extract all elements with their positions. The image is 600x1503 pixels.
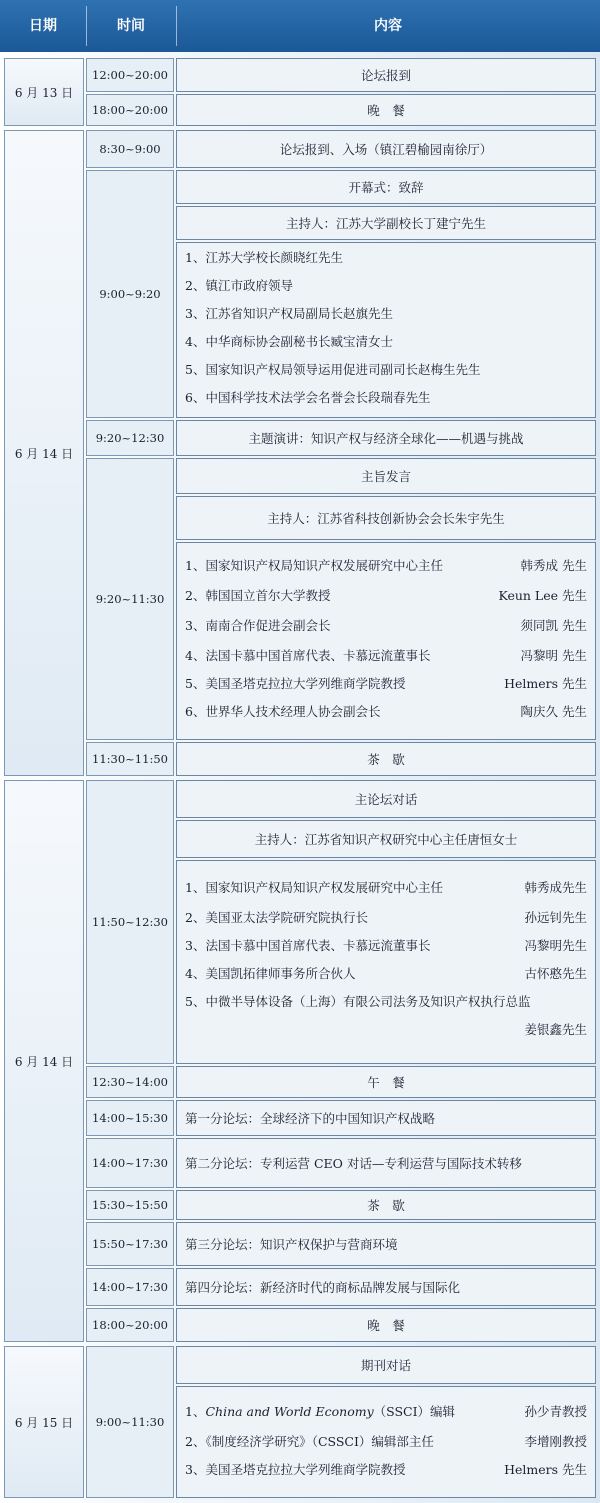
speaker-title: 6、世界华人技术经理人协会副会长: [185, 704, 381, 719]
speech-list: [176, 242, 596, 418]
time-cell: 15:50~17:30: [86, 1222, 174, 1266]
list-item: [185, 553, 587, 579]
speaker-title: 3、南南合作促进会副会长: [185, 618, 331, 633]
header-date: 日期: [29, 18, 57, 34]
content-cell: 论坛报到: [176, 58, 596, 92]
time-cell: 9:00~11:30: [86, 1346, 174, 1498]
journal-title: [185, 1457, 405, 1483]
journal-list: [176, 1386, 596, 1498]
time-cell: 11:30~11:50: [86, 742, 174, 776]
speaker-title: 1、国家知识产权局知识产权发展研究中心主任: [185, 880, 443, 895]
speaker-name: 韩秀成先生: [524, 880, 587, 895]
speaker-name: 姜银鑫先生: [524, 1022, 587, 1037]
content-cell: 主论坛对话: [176, 780, 596, 818]
header-time: 时间: [117, 18, 145, 34]
list-item: [185, 613, 587, 639]
speaker-name: 韩秀成 先生: [520, 558, 587, 573]
list-item: [185, 1017, 587, 1043]
list-item: [185, 875, 587, 901]
time-cell: 14:00~17:30: [86, 1138, 174, 1188]
date-cell: 6 月 15 日: [4, 1346, 84, 1498]
speaker-name: 冯黎明先生: [524, 938, 587, 953]
speaker-name: Keun Lee 先生: [498, 588, 587, 603]
content-cell: 第四分论坛：新经济时代的商标品牌发展与国际化: [176, 1268, 596, 1306]
speaker-name: 须同凯 先生: [520, 618, 587, 633]
content-cell: 第一分论坛：全球经济下的中国知识产权战略: [176, 1100, 596, 1136]
list-item: [185, 961, 587, 987]
speaker-name: 古怀憨先生: [524, 966, 587, 981]
time-cell: 11:50~12:30: [86, 780, 174, 1064]
journal-role: 《制度经济学研究》（CSSCI）编辑部主任: [205, 1434, 434, 1449]
list-item: 4、中华商标协会副秘书长臧宝清女士: [185, 334, 393, 349]
content-cell: 第二分论坛：专利运营 CEO 对话—专利运营与国际技术转移: [176, 1138, 596, 1188]
content-cell: 主持人：江苏省知识产权研究中心主任唐恒女士: [176, 820, 596, 858]
list-item: [185, 989, 587, 1015]
content-cell: 晚 餐: [176, 1308, 596, 1342]
speaker-name: Helmers 先生: [504, 1462, 587, 1477]
dialogue-list: [176, 860, 596, 1064]
speaker-title: 2、韩国国立首尔大学教授: [185, 588, 331, 603]
speaker-name: 冯黎明 先生: [520, 648, 587, 663]
date-cell: 6 月 13 日: [4, 58, 84, 126]
journal-name: China and World Economy: [205, 1404, 374, 1419]
content-cell: 第三分论坛：知识产权保护与营商环境: [176, 1222, 596, 1266]
time-cell: 9:20~11:30: [86, 458, 174, 740]
speaker-name: 李增刚教授: [524, 1434, 587, 1449]
content-cell: 茶 歇: [176, 742, 596, 776]
keynote-list: [176, 542, 596, 740]
header-content: 内容: [374, 18, 402, 34]
list-item: [185, 643, 587, 669]
time-cell: 12:30~14:00: [86, 1066, 174, 1098]
speaker-name: 陶庆久 先生: [520, 704, 587, 719]
list-item: 2、镇江市政府领导: [185, 278, 293, 293]
time-cell: 18:00~20:00: [86, 1308, 174, 1342]
list-item: [185, 905, 587, 931]
list-item: 5、国家知识产权局领导运用促进司副司长赵梅生先生: [185, 362, 481, 377]
speaker-name: Helmers 先生: [504, 676, 587, 691]
speaker-title: 5、中微半导体设备（上海）有限公司法务及知识产权执行总监: [185, 994, 531, 1009]
list-item: [185, 933, 587, 959]
journal-title: [185, 1429, 434, 1455]
list-item: [185, 1399, 587, 1425]
speaker-title: 4、法国卡慕中国首席代表、卡慕远流董事长: [185, 648, 431, 663]
time-cell: 12:00~20:00: [86, 58, 174, 92]
content-cell: 主持人：江苏大学副校长丁建宁先生: [176, 206, 596, 240]
speaker-title: 4、美国凯拓律师事务所合伙人: [185, 966, 356, 981]
speaker-name: 孙少青教授: [524, 1404, 587, 1419]
journal-role: 美国圣塔克拉拉大学列维商学院教授: [205, 1462, 406, 1477]
content-cell: 午 餐: [176, 1066, 596, 1098]
item-prefix: 3、: [185, 1462, 206, 1477]
journal-role: （SSCI）编辑: [373, 1404, 456, 1419]
content-cell: 主旨发言: [176, 458, 596, 494]
speaker-title: 2、美国亚太法学院研究院执行长: [185, 910, 368, 925]
table-header: [0, 0, 600, 52]
list-item: [185, 1429, 587, 1455]
time-cell: 14:00~15:30: [86, 1100, 174, 1136]
time-cell: 14:00~17:30: [86, 1268, 174, 1306]
date-cell: 6 月 14 日: [4, 780, 84, 1342]
list-item: [185, 699, 587, 725]
time-cell: 9:20~12:30: [86, 420, 174, 456]
speaker-title: 5、美国圣塔克拉拉大学列维商学院教授: [185, 676, 406, 691]
list-item: [185, 671, 587, 697]
content-cell: 期刊对话: [176, 1346, 596, 1384]
date-cell: 6 月 14 日: [4, 130, 84, 776]
time-cell: 18:00~20:00: [86, 94, 174, 126]
time-cell: 15:30~15:50: [86, 1190, 174, 1220]
item-prefix: 1、: [185, 1404, 206, 1419]
speaker-name: 孙远钊先生: [524, 910, 587, 925]
time-cell: 8:30~9:00: [86, 130, 174, 168]
content-cell: 开幕式：致辞: [176, 170, 596, 204]
content-cell: 主持人：江苏省科技创新协会会长朱宇先生: [176, 496, 596, 540]
list-item: 6、中国科学技术法学会名誉会长段瑞春先生: [185, 390, 431, 405]
journal-title: [185, 1399, 455, 1425]
content-cell: 茶 歇: [176, 1190, 596, 1220]
list-item: [185, 583, 587, 609]
content-cell: 主题演讲：知识产权与经济全球化——机遇与挑战: [176, 420, 596, 456]
list-item: 3、江苏省知识产权局副局长赵旗先生: [185, 306, 393, 321]
speaker-title: 3、法国卡慕中国首席代表、卡慕远流董事长: [185, 938, 431, 953]
list-item: 1、江苏大学校长颜晓红先生: [185, 250, 343, 265]
content-cell: 论坛报到、入场（镇江碧榆园南徐厅）: [176, 130, 596, 168]
item-prefix: 2、: [185, 1434, 206, 1449]
list-item: [185, 1457, 587, 1483]
speaker-title: 1、国家知识产权局知识产权发展研究中心主任: [185, 558, 443, 573]
content-cell: 晚 餐: [176, 94, 596, 126]
time-cell: 9:00~9:20: [86, 170, 174, 418]
